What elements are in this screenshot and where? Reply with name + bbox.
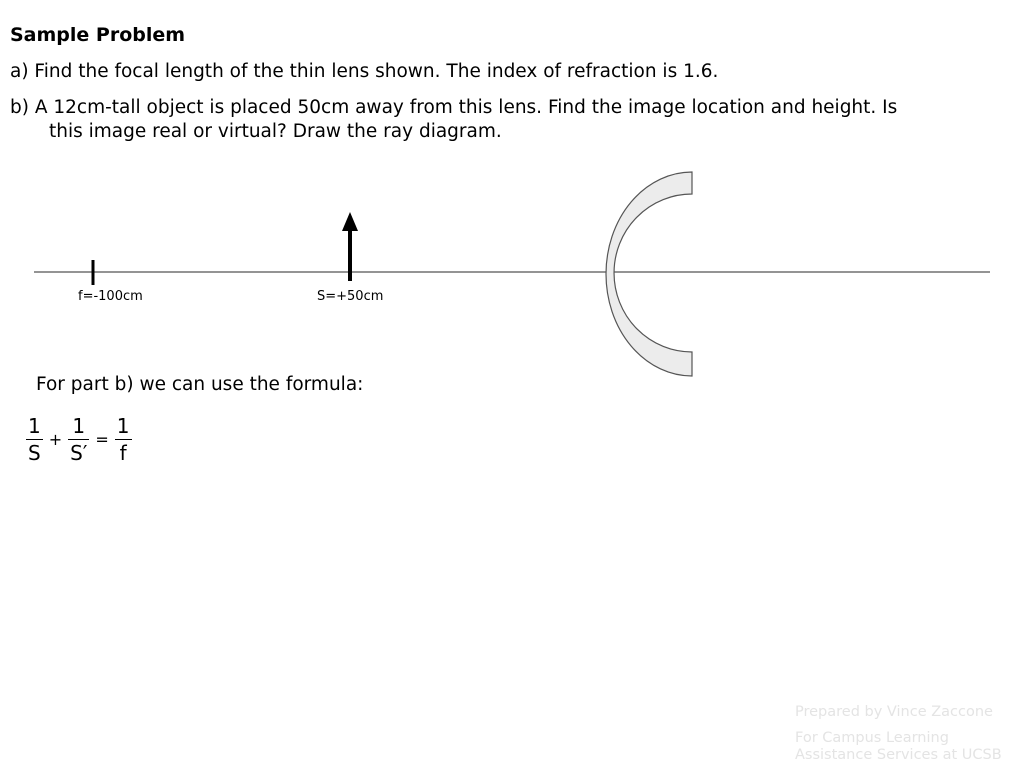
credit-prepared-by: Prepared by Vince Zaccone: [795, 704, 993, 720]
fraction-bar: [26, 439, 43, 440]
page-title: Sample Problem: [10, 24, 186, 46]
object-arrow-head: [342, 212, 358, 231]
fraction-denominator: f: [119, 441, 127, 465]
fraction-numerator: 1: [72, 414, 86, 438]
focal-point-label: f=-100cm: [78, 289, 143, 304]
plus-sign: +: [48, 430, 63, 449]
fraction-one-over-s-prime: [66, 414, 91, 465]
fraction-bar: [115, 439, 132, 440]
fraction-numerator: 1: [28, 414, 41, 438]
fraction-one-over-s: [24, 414, 45, 465]
thin-lens-formula: [24, 414, 134, 465]
problem-part-b-line1: b) A 12cm-tall object is placed 50cm away from this lens. Find the image location and height. Is: [10, 97, 898, 118]
fraction-one-over-f: [113, 414, 134, 465]
problem-part-a: a) Find the focal length of the thin lens shown. The index of refraction is 1.6.: [10, 61, 719, 82]
equals-sign: =: [95, 430, 109, 449]
credit-affiliation: For Campus Learning Assistance Services at UCSB: [795, 730, 1002, 763]
fraction-denominator: S′: [70, 441, 88, 465]
fraction-numerator: 1: [116, 414, 130, 438]
fraction-bar: [68, 439, 89, 440]
formula-intro: For part b) we can use the formula:: [36, 374, 364, 395]
object-distance-label: S=+50cm: [317, 289, 384, 304]
lens: [606, 172, 692, 376]
fraction-denominator: S: [28, 441, 41, 465]
problem-part-b-line2: this image real or virtual? Draw the ray diagram.: [49, 121, 502, 142]
